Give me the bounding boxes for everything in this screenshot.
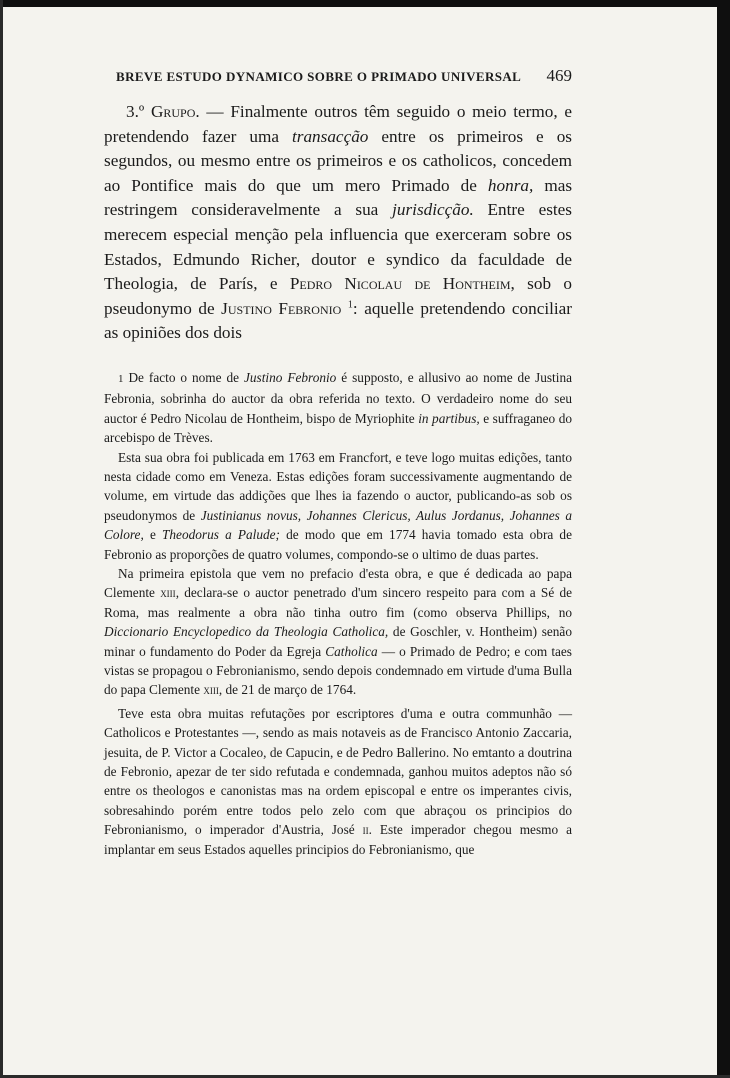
section-number: 3.º: [126, 102, 145, 121]
footnote-paragraph-4: Teve esta obra muitas refutações por escriptores d'uma e outra communhão — Catholicos e Protestantes —, sendo as mais notaveis as de Francisco Antonio Zaccaria, jesuita, de P. Victor a Cocaleo, de Capucin, e de Pedro Ballerino. No emtanto a doutrina de Febronio, apezar de ter sido refutada e condemnada, ganhou muitos adeptos não só entre os theologos e canonistas mas na ordem episcopal e entre os imperantes civis, sobresahindo porém entre todos pelo zelo com que abraçou os principios do Febronianismo, o imperador d'Austria, José ii. Este imperador chegou mesmo a implantar em seus Estados aquelles principios do Febronianismo, que: [104, 705, 572, 857]
footnote: [104, 368, 572, 859]
section-label: Grupo.: [150, 102, 200, 121]
running-head-title: BREVE ESTUDO DYNAMICO SOBRE O PRIMADO UNIVERSAL: [116, 69, 522, 84]
page-number: 469: [546, 66, 572, 85]
footnote-paragraph-3: Na primeira epistola que vem no prefacio d'esta obra, e que é dedicada ao papa Clemente xiii, declara-se o auctor penetrado d'um sincero respeito para com a Sé de Roma, mas realmente a obra não tinha outro fim (como observa Phillips, no Diccionario Encyclopedico da Theologia Catholica, de Goschler, v. Hontheim) senão minar o fundamento do Poder da Egreja Catholica — o Primado de Pedro; e com taes vistas se propagou o Febronianismo, sendo depois condemnado em virtude d'uma Bulla do papa Clemente xiii, de 21 de março de 1764.: [104, 566, 572, 698]
name-febronio: Justino Febronio: [221, 298, 342, 318]
main-text: [104, 100, 572, 346]
scan-border-left: [0, 0, 3, 1078]
footnote-paragraph-2: Esta sua obra foi publicada em 1763 em Francfort, e teve logo muitas edições, tanto nesta cidade como em Veneza. Estas edições foram successivamente augmentando de volume, em virtude das addições que lhes ia fazendo o auctor, publicando-as sob os pseudonymos de Justinianus novus, Johannes Clericus, Aulus Jordanus, Johannes a Colore, e Theodorus a Palude; de modo que em 1774 havia tomado esta obra de Febronio as proporções de quatro volumes, compondo-se o ultimo de duas partes.: [104, 449, 572, 562]
footnote-paragraph-1: 1 De facto o nome de Justino Febronio é supposto, e allusivo ao nome de Justina Febronia, sobrinha do auctor da obra referida no texto. O verdadeiro nome do seu auctor é Pedro Nicolau de Hontheim, bispo de Myriophite in partibus, e suffraganeo do arcebispo de Trèves.: [104, 369, 572, 446]
scan-border-top: [0, 0, 730, 7]
footnote-reference[interactable]: 1: [347, 299, 353, 311]
scan-border-right: [717, 0, 730, 1078]
main-paragraph: 3.º Grupo. — Finalmente outros têm seguido o meio termo, e pretendendo fazer uma transacção entre os primeiros e os segundos, ou mesmo entre os primeiros e os catholicos, concedem ao Pontifice mais do que um mero Primado de honra, mas restringem consideravelmente a sua jurisdicção. Entre estes merecem especial menção pela influencia que exerceram sobre os Estados, Edmundo Richer, doutor e syndico da faculdade de Theologia, de París, e Pedro Nicolau de Hontheim, sob o pseudonymo de Justino Febronio $^1$: aquelle pretendendo conciliar as opiniões dos dois: [104, 102, 573, 343]
footnote-number: 1: [118, 372, 124, 385]
running-head: [104, 66, 572, 92]
name-hontheim: Pedro Nicolau de Hontheim: [289, 274, 511, 294]
page-content: [104, 66, 572, 859]
